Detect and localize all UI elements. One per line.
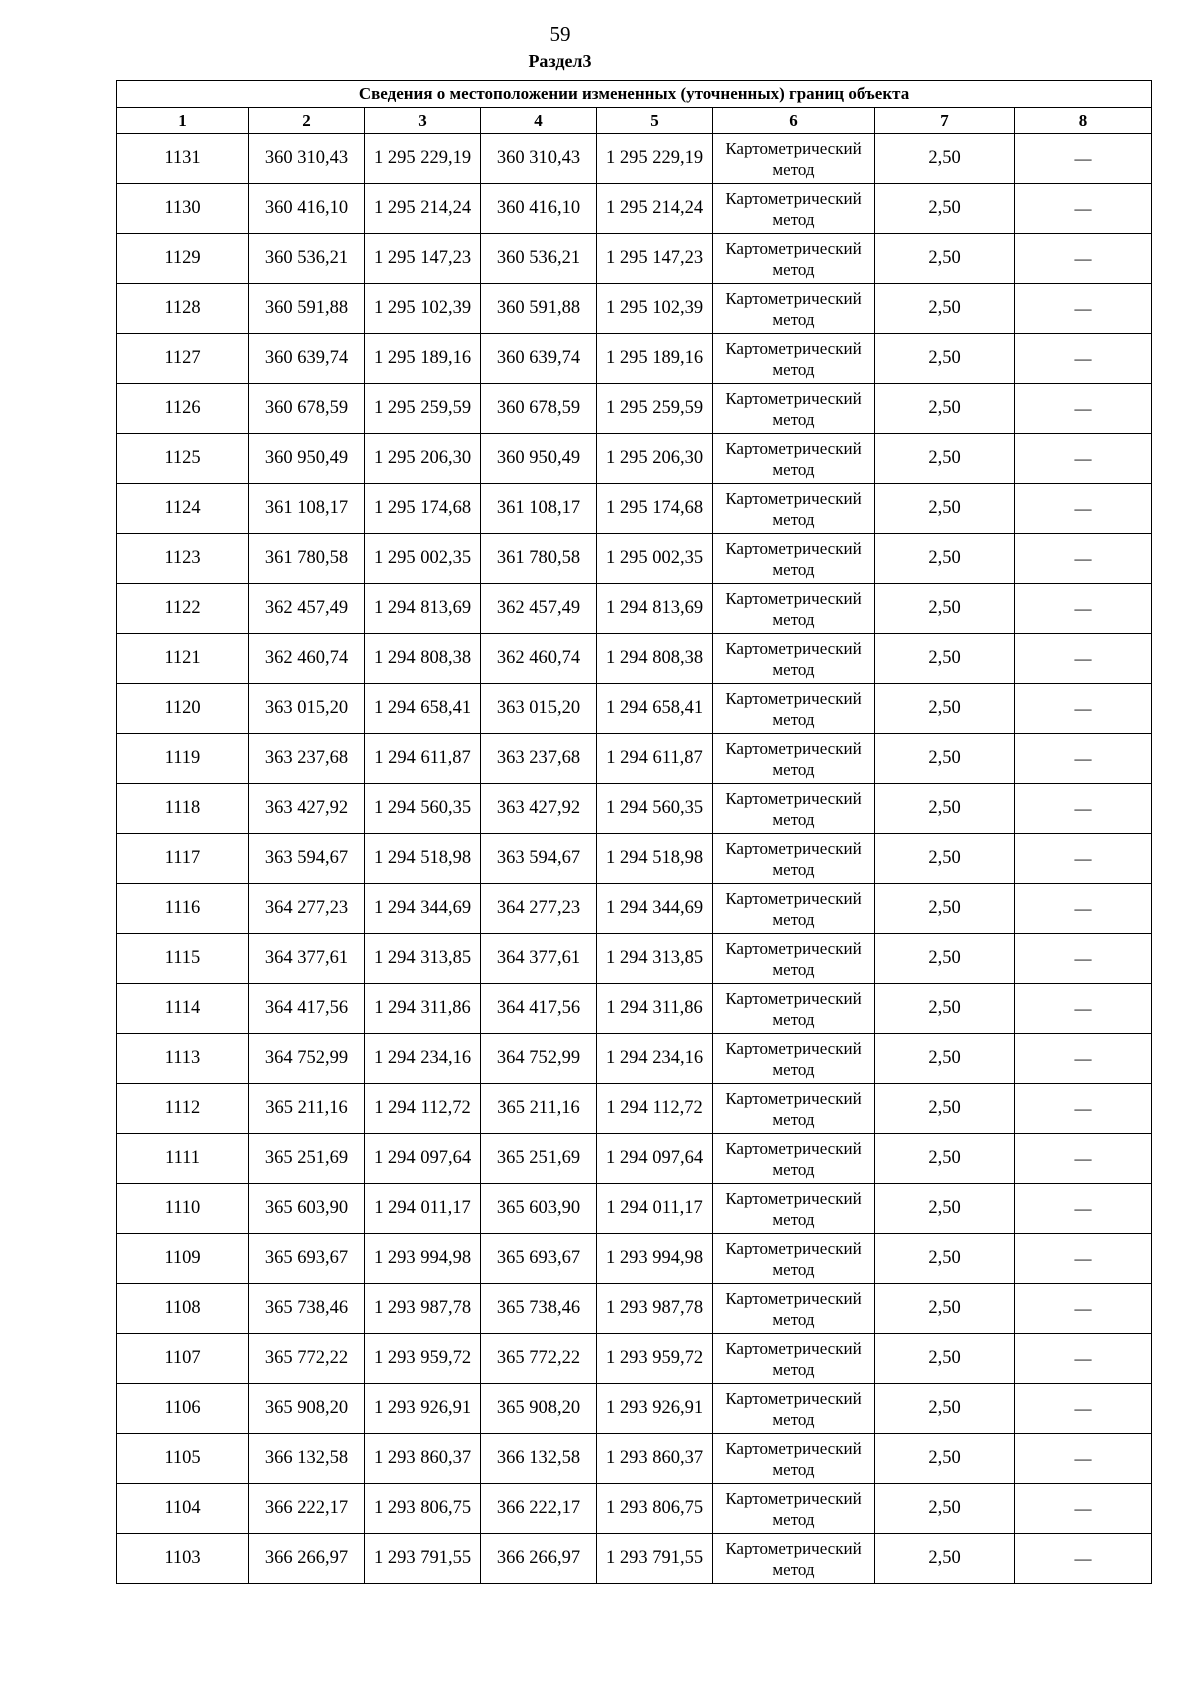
method-cell: Картометрический метод	[713, 684, 875, 734]
method-cell: Картометрический метод	[713, 234, 875, 284]
x-new-cell: 365 603,90	[481, 1184, 597, 1234]
y-new-cell: 1 294 611,87	[597, 734, 713, 784]
x-old-cell: 362 457,49	[249, 584, 365, 634]
point-number-cell: 1119	[117, 734, 249, 784]
x-old-cell: 366 222,17	[249, 1484, 365, 1534]
point-number-cell: 1107	[117, 1334, 249, 1384]
table-row	[117, 884, 1152, 934]
x-new-cell: 365 251,69	[481, 1134, 597, 1184]
x-new-cell: 360 310,43	[481, 134, 597, 184]
point-number-cell: 1110	[117, 1184, 249, 1234]
x-new-cell: 366 266,97	[481, 1534, 597, 1584]
description-cell: —	[1015, 184, 1152, 234]
point-number-cell: 1131	[117, 134, 249, 184]
y-new-cell: 1 293 791,55	[597, 1534, 713, 1584]
x-new-cell: 363 237,68	[481, 734, 597, 784]
x-new-cell: 364 752,99	[481, 1034, 597, 1084]
description-cell: —	[1015, 284, 1152, 334]
y-new-cell: 1 295 174,68	[597, 484, 713, 534]
accuracy-cell: 2,50	[875, 234, 1015, 284]
table-row	[117, 1534, 1152, 1584]
y-new-cell: 1 294 011,17	[597, 1184, 713, 1234]
column-number-row	[117, 108, 1152, 134]
y-old-cell: 1 294 097,64	[365, 1134, 481, 1184]
table-row	[117, 834, 1152, 884]
y-new-cell: 1 294 112,72	[597, 1084, 713, 1134]
x-old-cell: 360 950,49	[249, 434, 365, 484]
y-old-cell: 1 294 518,98	[365, 834, 481, 884]
x-old-cell: 366 132,58	[249, 1434, 365, 1484]
table-row	[117, 1184, 1152, 1234]
point-number-cell: 1111	[117, 1134, 249, 1184]
description-cell: —	[1015, 1334, 1152, 1384]
accuracy-cell: 2,50	[875, 984, 1015, 1034]
description-cell: —	[1015, 1034, 1152, 1084]
description-cell: —	[1015, 934, 1152, 984]
x-old-cell: 366 266,97	[249, 1534, 365, 1584]
accuracy-cell: 2,50	[875, 634, 1015, 684]
description-cell: —	[1015, 484, 1152, 534]
y-new-cell: 1 294 813,69	[597, 584, 713, 634]
x-old-cell: 360 416,10	[249, 184, 365, 234]
x-new-cell: 365 211,16	[481, 1084, 597, 1134]
description-cell: —	[1015, 1184, 1152, 1234]
description-cell: —	[1015, 834, 1152, 884]
method-cell: Картометрический метод	[713, 334, 875, 384]
table-row	[117, 1234, 1152, 1284]
method-cell: Картометрический метод	[713, 134, 875, 184]
description-cell: —	[1015, 734, 1152, 784]
x-old-cell: 364 277,23	[249, 884, 365, 934]
point-number-cell: 1118	[117, 784, 249, 834]
y-new-cell: 1 293 987,78	[597, 1284, 713, 1334]
y-new-cell: 1 294 808,38	[597, 634, 713, 684]
accuracy-cell: 2,50	[875, 1534, 1015, 1584]
y-new-cell: 1 293 926,91	[597, 1384, 713, 1434]
accuracy-cell: 2,50	[875, 1384, 1015, 1434]
y-old-cell: 1 294 808,38	[365, 634, 481, 684]
accuracy-cell: 2,50	[875, 434, 1015, 484]
method-cell: Картометрический метод	[713, 1084, 875, 1134]
description-cell: —	[1015, 784, 1152, 834]
x-old-cell: 365 908,20	[249, 1384, 365, 1434]
x-old-cell: 363 237,68	[249, 734, 365, 784]
y-old-cell: 1 294 611,87	[365, 734, 481, 784]
method-cell: Картометрический метод	[713, 1484, 875, 1534]
table-row	[117, 1434, 1152, 1484]
point-number-cell: 1127	[117, 334, 249, 384]
table-row	[117, 734, 1152, 784]
x-old-cell: 365 738,46	[249, 1284, 365, 1334]
point-number-cell: 1103	[117, 1534, 249, 1584]
description-cell: —	[1015, 134, 1152, 184]
method-cell: Картометрический метод	[713, 784, 875, 834]
method-cell: Картометрический метод	[713, 634, 875, 684]
point-number-cell: 1124	[117, 484, 249, 534]
table-body	[117, 134, 1152, 1584]
accuracy-cell: 2,50	[875, 1134, 1015, 1184]
point-number-cell: 1126	[117, 384, 249, 434]
x-new-cell: 364 277,23	[481, 884, 597, 934]
method-cell: Картометрический метод	[713, 1334, 875, 1384]
method-cell: Картометрический метод	[713, 1534, 875, 1584]
y-old-cell: 1 293 987,78	[365, 1284, 481, 1334]
y-old-cell: 1 295 229,19	[365, 134, 481, 184]
y-old-cell: 1 295 189,16	[365, 334, 481, 384]
y-new-cell: 1 295 102,39	[597, 284, 713, 334]
method-cell: Картометрический метод	[713, 884, 875, 934]
x-old-cell: 363 015,20	[249, 684, 365, 734]
accuracy-cell: 2,50	[875, 1484, 1015, 1534]
point-number-cell: 1113	[117, 1034, 249, 1084]
y-new-cell: 1 293 959,72	[597, 1334, 713, 1384]
x-old-cell: 365 211,16	[249, 1084, 365, 1134]
description-cell: —	[1015, 1534, 1152, 1584]
y-old-cell: 1 295 174,68	[365, 484, 481, 534]
point-number-cell: 1122	[117, 584, 249, 634]
method-cell: Картометрический метод	[713, 1134, 875, 1184]
accuracy-cell: 2,50	[875, 834, 1015, 884]
y-old-cell: 1 295 002,35	[365, 534, 481, 584]
table-row	[117, 634, 1152, 684]
section-title: Раздел3	[528, 51, 592, 71]
description-cell: —	[1015, 384, 1152, 434]
y-old-cell: 1 293 806,75	[365, 1484, 481, 1534]
accuracy-cell: 2,50	[875, 1034, 1015, 1084]
y-new-cell: 1 295 147,23	[597, 234, 713, 284]
point-number-cell: 1130	[117, 184, 249, 234]
description-cell: —	[1015, 984, 1152, 1034]
y-old-cell: 1 294 234,16	[365, 1034, 481, 1084]
description-cell: —	[1015, 634, 1152, 684]
point-number-cell: 1109	[117, 1234, 249, 1284]
accuracy-cell: 2,50	[875, 734, 1015, 784]
x-new-cell: 360 950,49	[481, 434, 597, 484]
y-old-cell: 1 294 560,35	[365, 784, 481, 834]
y-old-cell: 1 295 206,30	[365, 434, 481, 484]
method-cell: Картометрический метод	[713, 1234, 875, 1284]
y-old-cell: 1 293 994,98	[365, 1234, 481, 1284]
y-old-cell: 1 294 112,72	[365, 1084, 481, 1134]
accuracy-cell: 2,50	[875, 684, 1015, 734]
table-row	[117, 234, 1152, 284]
table-row	[117, 1134, 1152, 1184]
y-old-cell: 1 295 147,23	[365, 234, 481, 284]
table-row	[117, 1034, 1152, 1084]
x-old-cell: 365 603,90	[249, 1184, 365, 1234]
point-number-cell: 1117	[117, 834, 249, 884]
x-old-cell: 360 678,59	[249, 384, 365, 434]
y-new-cell: 1 293 806,75	[597, 1484, 713, 1534]
method-cell: Картометрический метод	[713, 1034, 875, 1084]
x-old-cell: 365 772,22	[249, 1334, 365, 1384]
point-number-cell: 1104	[117, 1484, 249, 1534]
table-row	[117, 584, 1152, 634]
method-cell: Картометрический метод	[713, 284, 875, 334]
table-row	[117, 1384, 1152, 1434]
column-header: 2	[249, 108, 365, 134]
x-new-cell: 361 780,58	[481, 534, 597, 584]
accuracy-cell: 2,50	[875, 1184, 1015, 1234]
y-old-cell: 1 293 791,55	[365, 1534, 481, 1584]
point-number-cell: 1120	[117, 684, 249, 734]
method-cell: Картометрический метод	[713, 1434, 875, 1484]
y-old-cell: 1 293 860,37	[365, 1434, 481, 1484]
x-new-cell: 360 639,74	[481, 334, 597, 384]
table-row	[117, 984, 1152, 1034]
table-row	[117, 1334, 1152, 1384]
table-row	[117, 684, 1152, 734]
method-cell: Картометрический метод	[713, 834, 875, 884]
accuracy-cell: 2,50	[875, 184, 1015, 234]
y-old-cell: 1 294 313,85	[365, 934, 481, 984]
accuracy-cell: 2,50	[875, 1234, 1015, 1284]
table-row	[117, 934, 1152, 984]
point-number-cell: 1115	[117, 934, 249, 984]
x-new-cell: 365 693,67	[481, 1234, 597, 1284]
y-new-cell: 1 294 560,35	[597, 784, 713, 834]
x-old-cell: 364 417,56	[249, 984, 365, 1034]
accuracy-cell: 2,50	[875, 134, 1015, 184]
x-new-cell: 361 108,17	[481, 484, 597, 534]
column-header: 5	[597, 108, 713, 134]
point-number-cell: 1121	[117, 634, 249, 684]
table-row	[117, 334, 1152, 384]
y-old-cell: 1 295 214,24	[365, 184, 481, 234]
y-new-cell: 1 294 344,69	[597, 884, 713, 934]
description-cell: —	[1015, 1234, 1152, 1284]
y-old-cell: 1 295 102,39	[365, 284, 481, 334]
accuracy-cell: 2,50	[875, 884, 1015, 934]
table-row	[117, 1084, 1152, 1134]
x-old-cell: 364 377,61	[249, 934, 365, 984]
x-new-cell: 365 772,22	[481, 1334, 597, 1384]
accuracy-cell: 2,50	[875, 384, 1015, 434]
point-number-cell: 1114	[117, 984, 249, 1034]
description-cell: —	[1015, 1084, 1152, 1134]
method-cell: Картометрический метод	[713, 1384, 875, 1434]
method-cell: Картометрический метод	[713, 1284, 875, 1334]
y-new-cell: 1 295 259,59	[597, 384, 713, 434]
y-new-cell: 1 294 311,86	[597, 984, 713, 1034]
y-new-cell: 1 295 002,35	[597, 534, 713, 584]
method-cell: Картометрический метод	[713, 584, 875, 634]
accuracy-cell: 2,50	[875, 534, 1015, 584]
method-cell: Картометрический метод	[713, 484, 875, 534]
point-number-cell: 1106	[117, 1384, 249, 1434]
point-number-cell: 1116	[117, 884, 249, 934]
column-header: 8	[1015, 108, 1152, 134]
accuracy-cell: 2,50	[875, 1084, 1015, 1134]
method-cell: Картометрический метод	[713, 384, 875, 434]
x-new-cell: 366 222,17	[481, 1484, 597, 1534]
table-row	[117, 1484, 1152, 1534]
description-cell: —	[1015, 234, 1152, 284]
y-old-cell: 1 293 926,91	[365, 1384, 481, 1434]
y-old-cell: 1 293 959,72	[365, 1334, 481, 1384]
method-cell: Картометрический метод	[713, 934, 875, 984]
x-old-cell: 360 591,88	[249, 284, 365, 334]
x-old-cell: 363 427,92	[249, 784, 365, 834]
y-old-cell: 1 295 259,59	[365, 384, 481, 434]
table-caption: Сведения о местоположении измененных (уточненных) границ объекта	[117, 81, 1152, 108]
x-new-cell: 365 908,20	[481, 1384, 597, 1434]
table-row	[117, 1284, 1152, 1334]
y-new-cell: 1 295 229,19	[597, 134, 713, 184]
y-old-cell: 1 294 344,69	[365, 884, 481, 934]
x-new-cell: 360 591,88	[481, 284, 597, 334]
y-new-cell: 1 295 206,30	[597, 434, 713, 484]
x-old-cell: 365 693,67	[249, 1234, 365, 1284]
x-new-cell: 363 015,20	[481, 684, 597, 734]
x-old-cell: 362 460,74	[249, 634, 365, 684]
description-cell: —	[1015, 1484, 1152, 1534]
table-row	[117, 484, 1152, 534]
description-cell: —	[1015, 684, 1152, 734]
method-cell: Картометрический метод	[713, 434, 875, 484]
point-number-cell: 1125	[117, 434, 249, 484]
description-cell: —	[1015, 334, 1152, 384]
point-number-cell: 1123	[117, 534, 249, 584]
x-new-cell: 362 457,49	[481, 584, 597, 634]
point-number-cell: 1129	[117, 234, 249, 284]
table-row	[117, 284, 1152, 334]
x-new-cell: 363 594,67	[481, 834, 597, 884]
description-cell: —	[1015, 1434, 1152, 1484]
x-new-cell: 360 678,59	[481, 384, 597, 434]
x-new-cell: 364 417,56	[481, 984, 597, 1034]
table-row	[117, 434, 1152, 484]
x-new-cell: 366 132,58	[481, 1434, 597, 1484]
description-cell: —	[1015, 1284, 1152, 1334]
accuracy-cell: 2,50	[875, 1434, 1015, 1484]
accuracy-cell: 2,50	[875, 584, 1015, 634]
x-old-cell: 361 780,58	[249, 534, 365, 584]
accuracy-cell: 2,50	[875, 284, 1015, 334]
x-old-cell: 360 536,21	[249, 234, 365, 284]
x-new-cell: 360 536,21	[481, 234, 597, 284]
y-new-cell: 1 293 994,98	[597, 1234, 713, 1284]
accuracy-cell: 2,50	[875, 1334, 1015, 1384]
column-header: 7	[875, 108, 1015, 134]
method-cell: Картометрический метод	[713, 184, 875, 234]
description-cell: —	[1015, 1134, 1152, 1184]
accuracy-cell: 2,50	[875, 1284, 1015, 1334]
y-new-cell: 1 294 234,16	[597, 1034, 713, 1084]
column-header: 3	[365, 108, 481, 134]
y-new-cell: 1 294 658,41	[597, 684, 713, 734]
method-cell: Картометрический метод	[713, 1184, 875, 1234]
description-cell: —	[1015, 434, 1152, 484]
description-cell: —	[1015, 534, 1152, 584]
table-row	[117, 184, 1152, 234]
method-cell: Картометрический метод	[713, 734, 875, 784]
column-header: 6	[713, 108, 875, 134]
method-cell: Картометрический метод	[713, 534, 875, 584]
x-old-cell: 363 594,67	[249, 834, 365, 884]
point-number-cell: 1128	[117, 284, 249, 334]
column-header: 1	[117, 108, 249, 134]
x-new-cell: 360 416,10	[481, 184, 597, 234]
y-old-cell: 1 294 311,86	[365, 984, 481, 1034]
boundary-coordinates-table	[116, 80, 1152, 1584]
y-new-cell: 1 293 860,37	[597, 1434, 713, 1484]
table-row	[117, 534, 1152, 584]
description-cell: —	[1015, 884, 1152, 934]
x-old-cell: 364 752,99	[249, 1034, 365, 1084]
x-new-cell: 362 460,74	[481, 634, 597, 684]
x-new-cell: 363 427,92	[481, 784, 597, 834]
y-new-cell: 1 294 313,85	[597, 934, 713, 984]
point-number-cell: 1105	[117, 1434, 249, 1484]
point-number-cell: 1112	[117, 1084, 249, 1134]
method-cell: Картометрический метод	[713, 984, 875, 1034]
column-header: 4	[481, 108, 597, 134]
y-new-cell: 1 295 214,24	[597, 184, 713, 234]
y-old-cell: 1 294 011,17	[365, 1184, 481, 1234]
y-new-cell: 1 294 097,64	[597, 1134, 713, 1184]
description-cell: —	[1015, 584, 1152, 634]
x-old-cell: 360 310,43	[249, 134, 365, 184]
table-row	[117, 384, 1152, 434]
description-cell: —	[1015, 1384, 1152, 1434]
y-new-cell: 1 295 189,16	[597, 334, 713, 384]
table-row	[117, 134, 1152, 184]
x-new-cell: 365 738,46	[481, 1284, 597, 1334]
accuracy-cell: 2,50	[875, 334, 1015, 384]
y-old-cell: 1 294 813,69	[365, 584, 481, 634]
table-row	[117, 784, 1152, 834]
x-old-cell: 361 108,17	[249, 484, 365, 534]
x-old-cell: 360 639,74	[249, 334, 365, 384]
x-new-cell: 364 377,61	[481, 934, 597, 984]
accuracy-cell: 2,50	[875, 934, 1015, 984]
x-old-cell: 365 251,69	[249, 1134, 365, 1184]
accuracy-cell: 2,50	[875, 784, 1015, 834]
y-new-cell: 1 294 518,98	[597, 834, 713, 884]
point-number-cell: 1108	[117, 1284, 249, 1334]
accuracy-cell: 2,50	[875, 484, 1015, 534]
y-old-cell: 1 294 658,41	[365, 684, 481, 734]
page-number: 59	[549, 22, 571, 46]
